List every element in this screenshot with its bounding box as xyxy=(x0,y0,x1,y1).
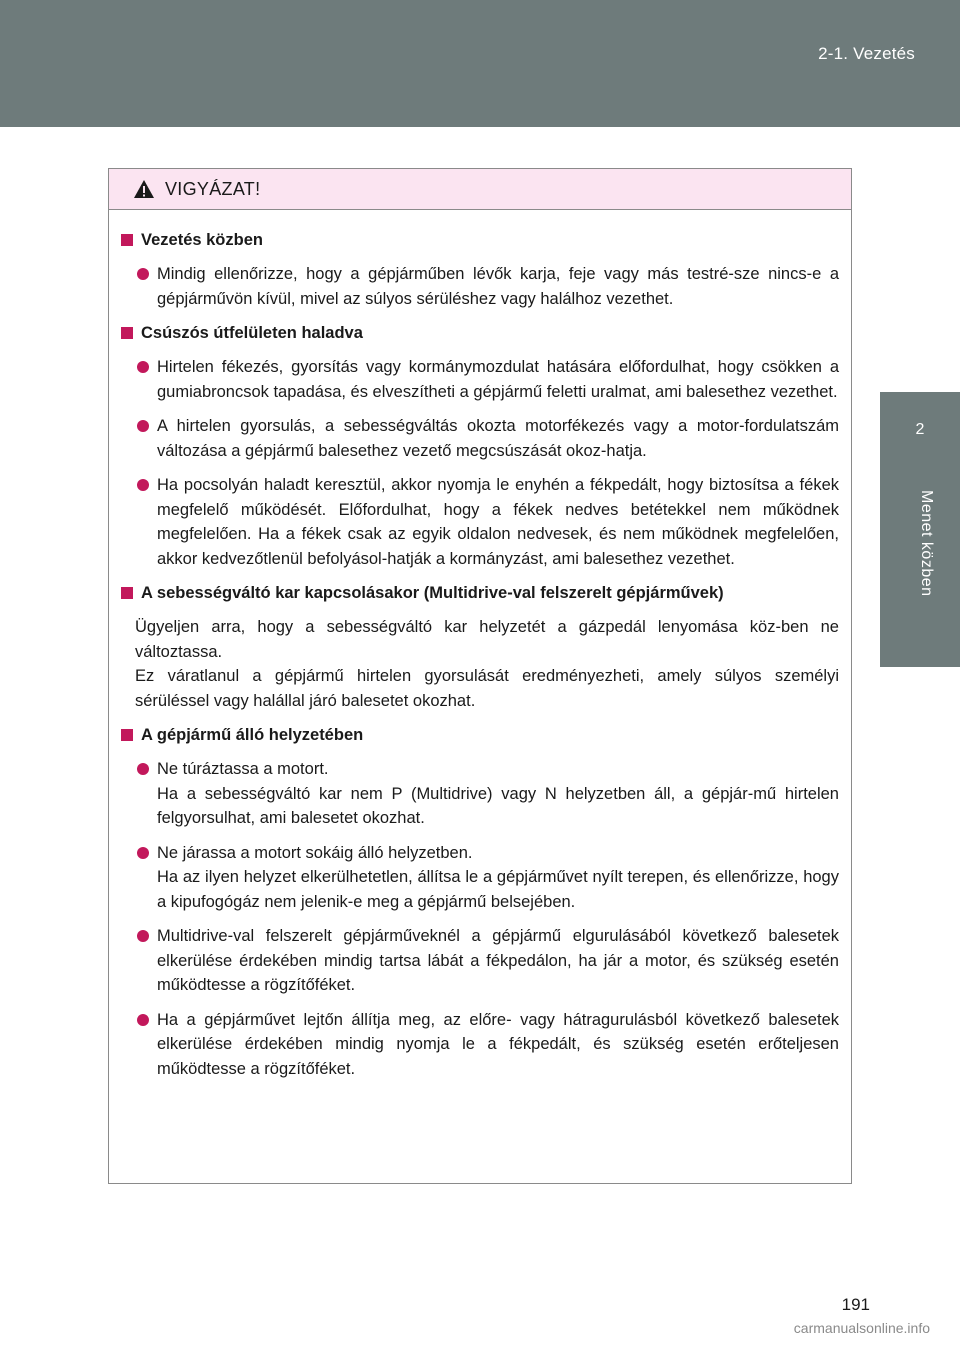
bullet-item: Ne túráztassa a motort. Ha a sebességváltó kar nem P (Multidrive) vagy N helyzetben áll, a gépjár-mű hirtelen felgyorsulhat, ami balesetet okozhat. xyxy=(137,757,839,831)
warning-title: VIGYÁZAT! xyxy=(165,178,261,199)
section-heading: A gépjármű álló helyzetében xyxy=(121,723,839,747)
round-bullet-icon xyxy=(137,1014,149,1026)
chapter-number-tab: 2 xyxy=(880,392,960,467)
square-bullet-icon xyxy=(121,729,133,741)
bullet-item: Multidrive-val felszerelt gépjárműveknél a gépjármű elgurulásából következő balesetek elkerülése érdekében mindig tartsa lábát a fékpedálon, ha jár a motor, és szükség esetén működtesse a rögzítőféket. xyxy=(137,924,839,998)
paragraph: Ügyeljen arra, hogy a sebességváltó kar helyzetét a gázpedál lenyomása köz-ben ne változtassa. Ez váratlanul a gépjármű hirtelen gyorsulását eredményezheti, amely súlyos személyi sérüléssel vagy halállal járó balesetet okozhat. xyxy=(135,618,839,710)
section-title: 2-1. Vezetés xyxy=(818,44,915,63)
round-bullet-icon xyxy=(137,763,149,775)
bullet-item: Ha a gépjárművet lejtőn állítja meg, az előre- vagy hátragurulásból következő balesetek elkerülése érdekében mindig nyomja le a fékpedált, és szükség esetén erőteljesen működtesse a rögzítőféket. xyxy=(137,1008,839,1082)
round-bullet-icon xyxy=(137,268,149,280)
square-bullet-icon xyxy=(121,587,133,599)
warning-content xyxy=(109,210,851,1081)
bullet-item: Hirtelen fékezés, gyorsítás vagy kormánymozdulat hatására előfordulhat, hogy csökken a gumiabroncsok tapadása, és elveszítheti a gépjármű feletti uralmat, ami balesethez vezethet. xyxy=(137,355,839,404)
square-bullet-icon xyxy=(121,234,133,246)
watermark: carmanualsonline.info xyxy=(793,1320,930,1336)
warning-header xyxy=(109,169,851,210)
page-number: 191 xyxy=(841,1295,870,1314)
round-bullet-icon xyxy=(137,847,149,859)
round-bullet-icon xyxy=(137,479,149,491)
round-bullet-icon xyxy=(137,420,149,432)
round-bullet-icon xyxy=(137,930,149,942)
square-bullet-icon xyxy=(121,327,133,339)
section-heading: Csúszós útfelületen haladva xyxy=(121,321,839,345)
bullet-item: Ha pocsolyán haladt keresztül, akkor nyomja le enyhén a fékpedált, hogy biztosítsa a fékek megfelelő működését. Előfordulhat, hogy a fékek nedves betétekkel nem működnek megfelelően. Ha a fékek csak az egyik oldalon nedvesek, és nem működnek megfelelően, akkor kedvezőtlenül befolyásol-hatják a kormányzást, ami balesethez vezethet. xyxy=(137,473,839,571)
bullet-item: Ne járassa a motort sokáig álló helyzetben. Ha az ilyen helyzet elkerülhetetlen, állítsa le a gépjárművet nyílt terepen, és ellenőrizze, hogy a kipufogógáz nem jelenik-e meg a gépjármű belsejében. xyxy=(137,841,839,915)
section-heading: Vezetés közben xyxy=(121,228,839,252)
chapter-title: Menet közben xyxy=(918,490,935,597)
warning-box xyxy=(108,168,852,1184)
round-bullet-icon xyxy=(137,361,149,373)
bullet-item: Mindig ellenőrizze, hogy a gépjárműben lévők karja, feje vagy más testré-sze nincs-e a gépjárművön kívül, mivel az súlyos sérüléshez vagy halálhoz vezethet. xyxy=(137,262,839,311)
header-band xyxy=(0,0,960,127)
bullet-item: A hirtelen gyorsulás, a sebességváltás okozta motorfékezés vagy a motor-fordulatszám változása a gépjármű balesethez vezető megcsúszását okoz-hatja. xyxy=(137,414,839,463)
section-heading: A sebességváltó kar kapcsolásakor (Multidrive-val felszerelt gépjárművek) xyxy=(121,581,839,605)
warning-triangle-icon xyxy=(133,179,155,199)
